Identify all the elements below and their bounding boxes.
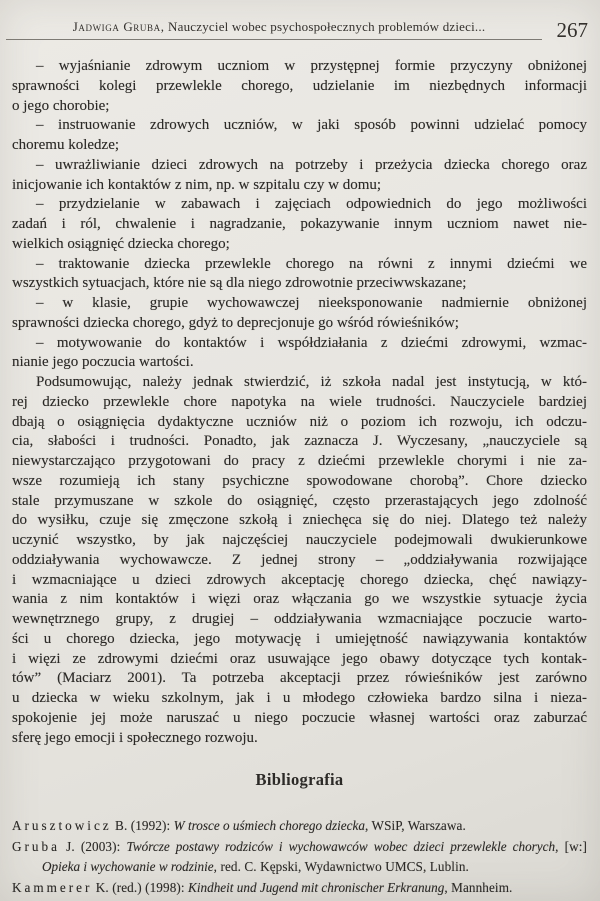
bibliography-entry <box>12 837 587 878</box>
text-line: – motywowanie do kontaktów i współdziałania z dziećmi zdrowymi, wzmac- <box>36 334 587 351</box>
text-line: wszystkich sytuacjach, które nie są dla niego zdrowotnie przeciwwskazane; <box>12 275 467 292</box>
author-surname: Arusztowicz <box>12 818 112 833</box>
running-header <box>0 12 600 46</box>
paragraph <box>12 195 587 254</box>
text-line: zadań i ról, chwalenie i nagradzanie, pokazywanie innym uczniom nawet nie- <box>12 216 587 232</box>
bibliography-entry <box>12 816 587 837</box>
text-line: spokojenie jej może naruszać u niego poczucie własnej wartości oraz zaburzać <box>12 709 587 726</box>
text-line: ści u chorego dziecka, jego motywację i umiejętność nawiązywania kontaktów <box>12 630 587 647</box>
text-line: nianie jego poczucia wartości. <box>12 354 194 371</box>
bibliography-entry <box>12 878 587 899</box>
work-title: Kindheit und Jugend mit chronischer Erkranung <box>188 879 445 895</box>
header-rule <box>6 39 542 40</box>
page-number: 267 <box>556 18 588 42</box>
bib-text: J. (2003): <box>59 838 127 854</box>
paragraph <box>12 334 587 374</box>
running-header-article-title: Nauczyciel wobec psychospołecznych problemów dzieci... <box>164 19 486 34</box>
running-title <box>20 19 538 35</box>
text-line: inicjowanie ich kontaktów z nim, np. w szpitalu czy w domu; <box>12 176 382 193</box>
text-line: – wyjaśnianie zdrowym uczniom w przystępnej formie przyczyny obniżonej <box>36 58 587 74</box>
bib-text: B. (1992): <box>111 818 174 833</box>
text-line: dbają o osiągnięcia dydaktyczne uczniów niż o poziom ich rozwoju, ich odczu- <box>12 413 587 430</box>
paragraph <box>12 255 587 295</box>
text-line: stale przymuszane w szkole do osiągnięć, często przerastających jego zdolność <box>12 492 587 509</box>
text-line: sprawności kolegi przewlekle chorego, udzielanie im niezbędnych informacji <box>12 77 587 94</box>
text-line: u dziecka w wieku szkolnym, jak i u młodego człowieka bardzo silna i nieza- <box>12 690 587 706</box>
bibliography-heading: Bibliografia <box>255 770 344 789</box>
paragraph <box>12 116 587 156</box>
bib-text: , [w:] <box>555 838 588 854</box>
work-title: W trosce o uśmiech chorego dziecka <box>173 818 365 833</box>
text-line: do wysiłku, czuje się zmęczone szkołą i zniechęca się do niej. Dlatego też należy <box>12 512 587 529</box>
paragraph <box>12 156 587 196</box>
bib-text: , red. C. Kępski, Wydawnictwo UMCS, Lublin. <box>213 859 469 875</box>
text-line: tów” (Maciarz 2001). Ta potrzeba akceptacji przez rówieśników jest zarówno <box>12 670 587 687</box>
text-line: niewystarczająco przygotowani do pracy z dziećmi przewlekle chorymi i nie za- <box>12 453 587 469</box>
bib-text: K. (red.) (1998): <box>92 879 189 895</box>
text-line: i wzmacniające u dzieci zdrowych akceptację chorego dziecka, chęć nawiązy- <box>12 571 587 588</box>
text-line: wsze rozumieją ich stany psychiczne spowodowane chorobą”. Chore dziecko <box>12 472 587 489</box>
author-surname: Kammerer <box>12 879 93 895</box>
text-line: sprawności dziecka chorego, gdyż to deprecjonuje go wśród rówieśników; <box>12 314 459 331</box>
text-line: – w klasie, grupie wychowawczej nieeksponowanie nadmiernie obniżonej <box>36 295 587 311</box>
bibliography-entries <box>12 816 587 898</box>
text-line: wania z nim kontaktów i więzi oraz włączania go we wszystkie sytuacje życia <box>12 591 587 608</box>
body-text <box>12 57 587 748</box>
text-line: choremu koledze; <box>12 137 120 153</box>
work-title: Opieka i wychowanie w rodzinie <box>42 859 214 875</box>
text-line: uczynić wszystko, by jak najczęściej nauczyciele podejmowali dwukierunkowe <box>12 532 587 548</box>
text-line: cia, słabości i trudności. Ponadto, jak zaznacza J. Wyczesany, „nauczyciele są <box>12 433 587 450</box>
text-line: oddziaływania wychowawcze. Z jednej strony – „oddziaływania rozwijające <box>12 551 587 568</box>
text-line: – przydzielanie w zabawach i zajęciach odpowiednich do jego możliwości <box>36 196 587 213</box>
paragraph <box>12 373 587 748</box>
text-line: sferę jego emocji i społecznego rozwoju. <box>12 729 258 746</box>
running-header-author: Jadwiga Gruba, <box>72 19 165 34</box>
text-line: rej dziecko przewlekle chore napotyka na wiele trudności. Nauczyciele bardziej <box>12 393 587 410</box>
author-surname: Gruba <box>12 838 60 854</box>
text-line: wewnętrznego grupy, z drugiej – oddziaływania wzmacniające poczucie warto- <box>12 611 587 627</box>
text-line: o jego chorobie; <box>12 97 110 114</box>
bib-text: , WSiP, Warszawa. <box>364 818 466 833</box>
text-line: i więzi ze zdrowymi dziećmi oraz usuwające jego obawy dotyczące tych kontak- <box>12 650 587 667</box>
text-line: Podsumowując, należy jednak stwierdzić, iż szkoła nadal jest instytucją, w któ- <box>36 374 587 390</box>
bibliography-section <box>12 770 587 898</box>
text-line: – instruowanie zdrowych uczniów, w jaki sposób powinni udzielać pomocy <box>36 117 587 134</box>
paragraph <box>12 57 587 116</box>
text-line: wielkich osiągnięć dziecka chorego; <box>12 235 230 252</box>
text-line: – uwrażliwianie dzieci zdrowych na potrzeby i przeżycia dziecka chorego oraz <box>36 156 587 173</box>
text-line: – traktowanie dziecka przewlekle chorego na równi z innymi dziećmi we <box>36 255 587 272</box>
work-title: Twórcze postawy rodziców i wychowawców wobec dzieci przewlekle chorych <box>126 838 556 854</box>
bib-text: , Mannheim. <box>444 879 513 895</box>
paragraph <box>12 294 587 334</box>
